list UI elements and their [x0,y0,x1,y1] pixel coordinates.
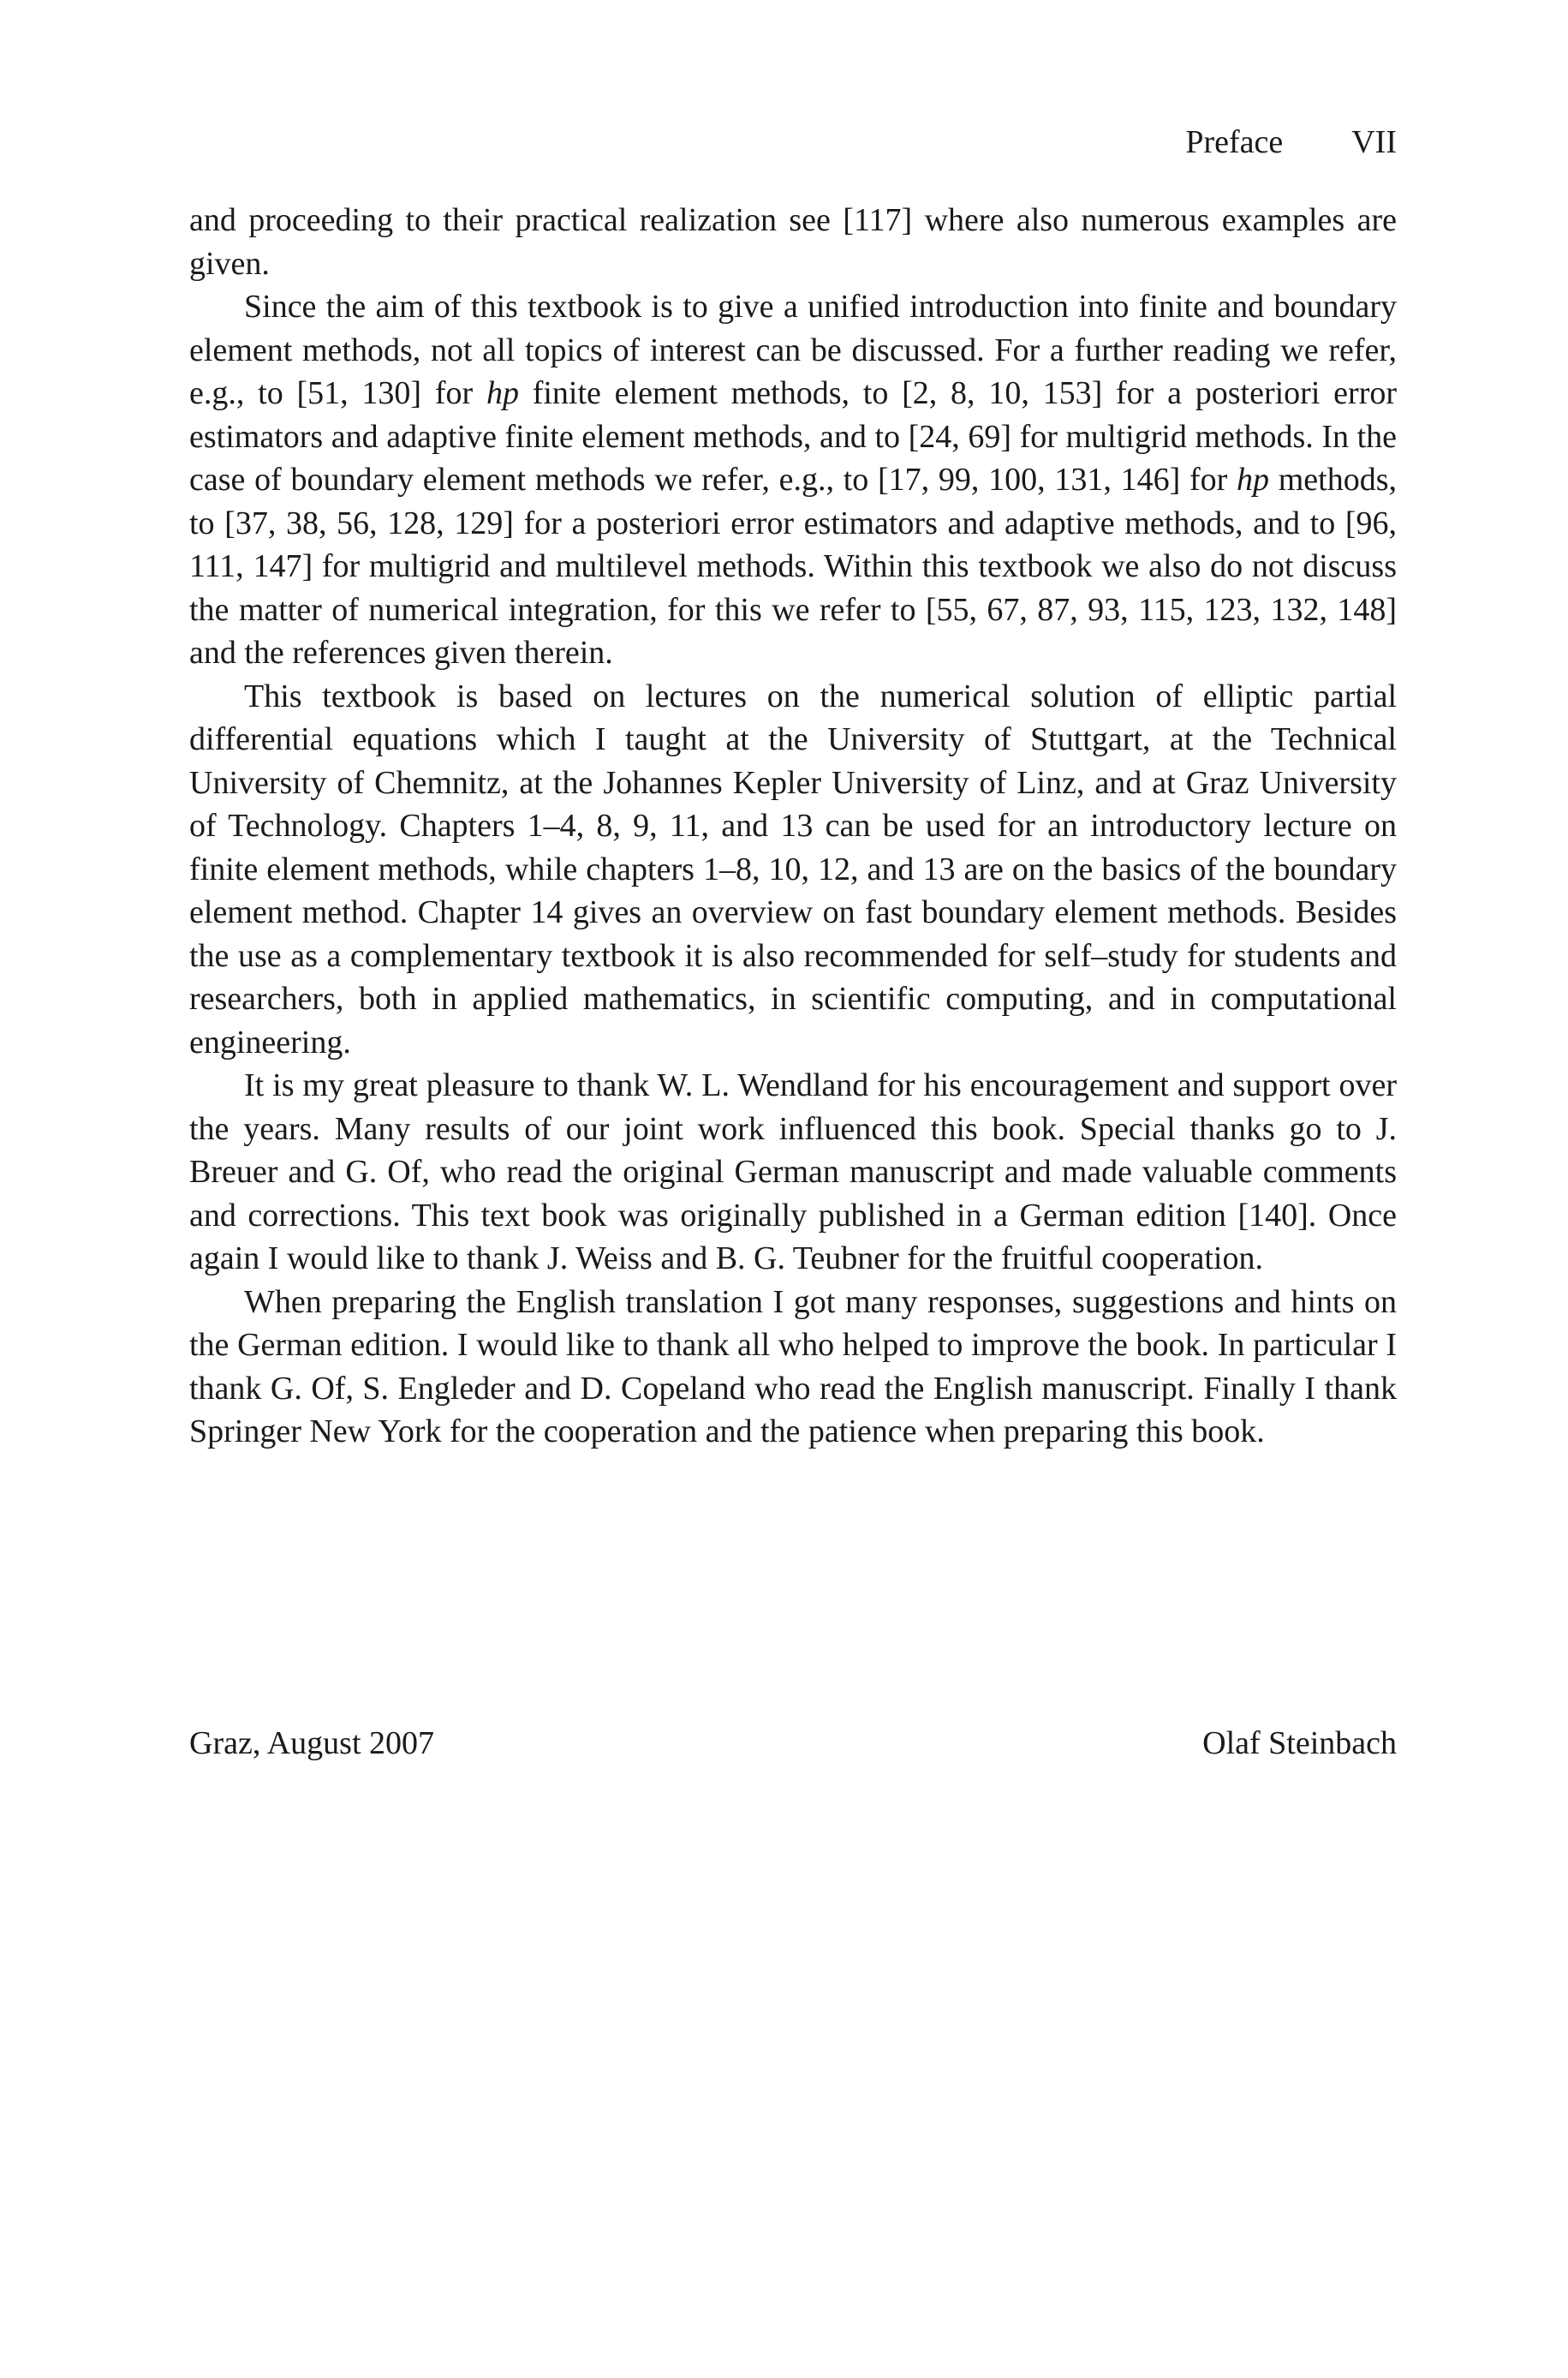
paragraph-acknowledgements: It is my great pleasure to thank W. L. Wendland for his encouragement and support over the years. Many results of our joint work influenced this book. Special thanks go to J. Breuer and G. Of, who read the original German manuscript and made valuable comments and corrections. This text book was originally published in a German edition [140]. Once again I would like to thank J. Weiss and B. G. Teubner for the fruitful cooperation. [189,1067,1397,1276]
author-name: Olaf Steinbach [1202,1725,1397,1761]
paragraph-text-segment: finite element methods, to [2, 8, 10, 153] for a posteriori error estimators and adaptive finite element methods, and to [24, 69] for multigrid methods. In the case of boundary element methods we refer, e.g., to [17, 99, 100, 131, 146] for [189,375,1397,498]
section-title: Preface [1185,124,1284,160]
paragraph-further-reading [189,285,1397,675]
paragraph-continuation: and proceeding to their practical realization see [117] where also numerous examples are given. [189,202,1397,282]
page-number: VII [1351,124,1397,160]
paragraph-lectures: This textbook is based on lectures on the numerical solution of elliptic partial differential equations which I taught at the University of Stuttgart, at the Technical University of Chemnitz, at the Johannes Kepler University of Linz, and at Graz University of Technology. Chapters 1–4, 8, 9, 11, and 13 can be used for an introductory lecture on finite element methods, while chapters 1–8, 10, 12, and 13 are on the basics of the boundary element method. Chapter 14 gives an overview on fast boundary element methods. Besides the use as a complementary textbook it is also recommended for self–study for students and researchers, both in applied mathematics, in scientific computing, and in computational engineering. [189,678,1397,1061]
place-date: Graz, August 2007 [189,1725,435,1761]
hp-term: hp [486,375,519,411]
preface-body [189,199,1397,1454]
paragraph-translation: When preparing the English translation I got many responses, suggestions and hints on the German edition. I would like to thank all who helped to improve the book. In particular I thank G. Of, S. Engleder and D. Copeland who read the English manuscript. Finally I thank Springer New York for the cooperation and the patience when preparing this book. [189,1283,1397,1449]
hp-term: hp [1236,462,1269,498]
paragraph-text-segment: methods, to [37, 38, 56, 128, 129] for a posteriori error estimators and adaptive methods, and to [96, 111, 147] for multigrid and multilevel methods. Within this textbook we also do not discuss the matter of numerical integration, for this we refer to [55, 67, 87, 93, 115, 123, 132, 148] and the references given therein. [189,462,1397,671]
running-head [189,122,1397,163]
paragraph-text-segment: Since the aim of this textbook is to give a unified introduction into finite and boundary element methods, not all topics of interest can be discussed. For a further reading we refer, e.g., to [51, 130] for [189,289,1397,411]
signoff [189,1722,1397,1765]
